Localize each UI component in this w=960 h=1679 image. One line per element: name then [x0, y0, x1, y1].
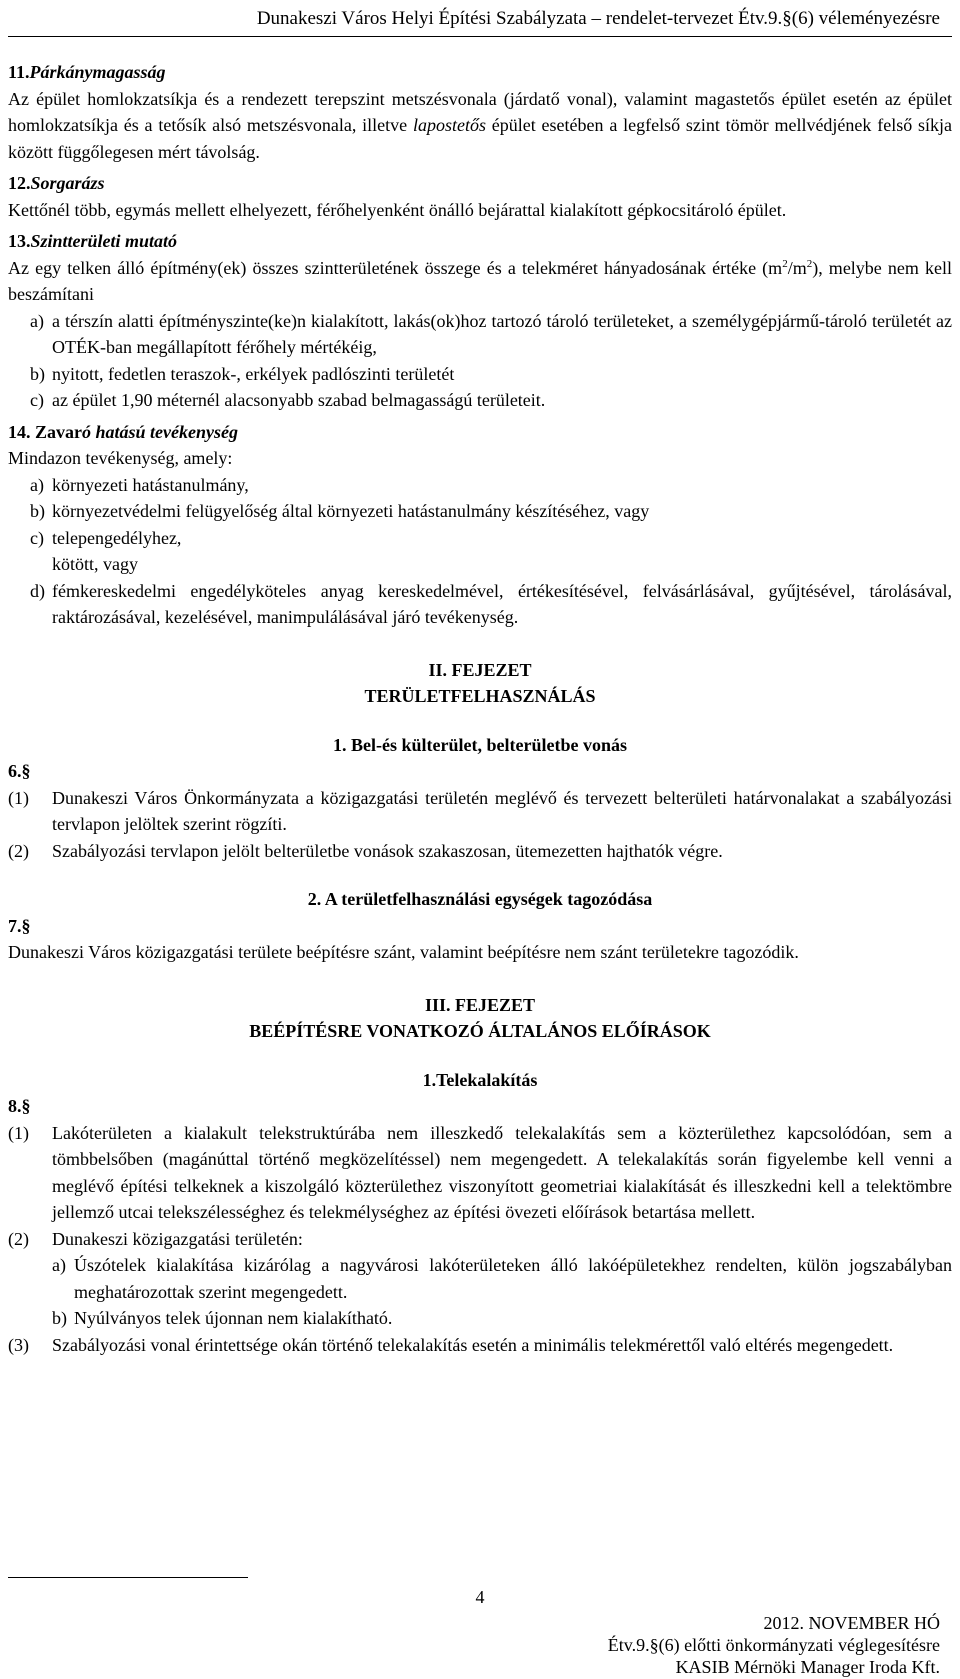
chapter-title: II. FEJEZET [428, 659, 532, 680]
page-number: 4 [475, 1587, 485, 1607]
paragraph-number: 6.§ [8, 761, 31, 781]
document-body [8, 54, 952, 1358]
footer-rule [8, 1577, 248, 1578]
running-header: Dunakeszi Város Helyi Építési Szabályzata – rendelet-tervezet Étv.9.§(6) véleményezésre [256, 8, 940, 29]
paragraph-number: 8.§ [8, 1096, 31, 1116]
paragraph-item: (1) Lakóterületen a kialakult telekstruktúrába nem illeszkedő telekalakítás sem a közterülethez kapcsolódóan, sem a tömbbelsőben (magánúttal történő megközelítéssel) nem megengedett. A telekalakítás során figyelembe kell venni a meglévő építési telkeknek a kiszolgáló közterülethez viszonyított geometriai kialakítását és illeszkedni kell a telektömbre jellemző utcai telekszélességhez és telekmélységhez az építési övezeti előírások betartása mellett. [8, 1122, 952, 1222]
list-item: b) Nyúlványos telek újonnan nem kialakítható. [52, 1308, 393, 1328]
chapter-subtitle: TERÜLETFELHASZNÁLÁS [364, 686, 596, 706]
definition-14-heading: 14. Zavaró hatású tevékenység [8, 421, 238, 442]
paragraph-item: (3) Szabályozási vonal érintettsége okán történő telekalakítás esetén a minimális telekmérettől való eltérés megengedett. [8, 1334, 894, 1355]
footer-status: Étv.9.§(6) előtti önkormányzati véglegesítésre [607, 1635, 940, 1655]
list-item: b) nyitott, fedetlen teraszok-, erkélyek padlószinti területét [30, 363, 455, 384]
paragraph-number: 7.§ [8, 915, 31, 936]
list-item: c) az épület 1,90 méternél alacsonyabb szabad belmagasságú területeit. [30, 390, 546, 410]
list-item: a) környezeti hatástanulmány, [30, 474, 249, 495]
list-item: d) fémkereskedelmi engedélyköteles anyag kereskedelmével, értékesítésével, felvásárlásával, gyűjtésével, tárolásával, raktározásával, kezelésével, manimpulálásával járó tevékenység. [30, 580, 952, 627]
footer-info [608, 1612, 940, 1678]
section-title: 1.Telekalakítás [422, 1069, 538, 1090]
list-item: b) környezetvédelmi felügyelőség által környezeti hatástanulmány készítéséhez, vagy [30, 501, 650, 521]
section-title: 1. Bel-és külterület, belterületbe vonás [333, 734, 627, 755]
footer-company: KASIB Mérnöki Manager Iroda Kft. [675, 1657, 940, 1677]
paragraph-item: (1) Dunakeszi Város Önkormányzata a közigazgatási területén meglévő és tervezett belterületi határvonalakat a szabályozási tervlapon jelöltek szerint rögzíti. [8, 787, 952, 834]
definition-11-heading: 11.Párkánymagasság [8, 62, 166, 82]
paragraph-text: Dunakeszi Város közigazgatási területe beépítésre szánt, valamint beépítésre nem szánt területekre tagozódik. [8, 942, 799, 962]
definition-14-intro: Mindazon tevékenység, amely: [8, 448, 233, 468]
definition-13-list [30, 308, 952, 414]
definition-13-heading: 13.Szintterületi mutató [8, 231, 178, 251]
paragraph-item: (2) Dunakeszi közigazgatási területén: [8, 1228, 303, 1249]
header-rule [8, 36, 952, 37]
list-item: c) telepengedélyhez, [30, 527, 182, 548]
chapter-title: III. FEJEZET [424, 994, 536, 1015]
list-item: a) Úszótelek kialakítása kizárólag a nagyvárosi lakóterületeken álló lakóépületekhez rendelten, külön jogszabályban meghatározottak szerint megengedett. [52, 1255, 952, 1302]
paragraph-item: (2) Szabályozási tervlapon jelölt belterületbe vonások szakaszosan, ütemezetten hajthatók végre. [8, 840, 723, 861]
chapter-subtitle: BEÉPÍTÉSRE VONATKOZÓ ÁLTALÁNOS ELŐÍRÁSOK [249, 1021, 711, 1041]
paragraph-list [52, 1252, 952, 1332]
definition-14-list [30, 472, 952, 631]
section-title: 2. A területfelhasználási egységek tagozódása [307, 889, 653, 909]
list-item: a) a térszín alatti építményszinte(ke)n kialakított, lakás(ok)hoz tartozó tároló területeket, a személygépjármű-tároló területét az OTÉK-ban megállapított férőhely mértékéig, [30, 310, 952, 357]
definition-11-text: Az épület homlokzatsíkja és a rendezett terepszint metszésvonala (járdatő vonal), valamint magastetős épület esetén az épület homlokzatsíkja és a tetősík alsó metszésvonala, illetve lapostetős épület esetében a legfelső szint tömör mellvédjének felső síkja között függőlegesen mért távolság. [8, 88, 952, 162]
definition-12-heading: 12.Sorgarázs [8, 173, 105, 193]
list-continuation: kötött, vagy [52, 554, 138, 574]
definition-13-text: Az egy telken álló építmény(ek) összes szintterületének összege és a telekméret hányadosának értéke $(m^2/m^2)$, melybe nem kell beszámítani [8, 257, 953, 304]
footer-date: 2012. NOVEMBER HÓ [763, 1613, 940, 1633]
definition-12-text: Kettőnél több, egymás mellett elhelyezett, férőhelyenként önálló bejárattal kialakított gépkocsitároló épület. [8, 199, 787, 220]
